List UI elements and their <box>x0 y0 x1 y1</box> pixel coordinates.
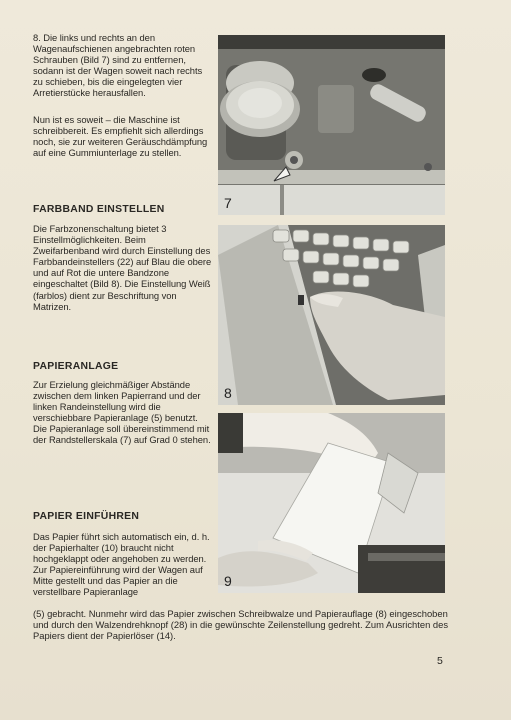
photo-figure-7 <box>218 35 445 215</box>
ribbon-selector-illustration <box>218 225 445 405</box>
paragraph-schreibbereit: Nun ist es soweit – die Maschine ist schreibbereit. Es empfiehlt sich allerdings noch, sie zur weiteren Geräuschdämpfung auf eine Gummiunterlage zu stellen. <box>33 114 208 159</box>
photo-figure-8 <box>218 225 445 405</box>
photo-figure-9 <box>218 413 445 593</box>
paragraph-farbband: Die Farbzonenschaltung bietet 3 Einstellmöglichkeiten. Beim Zweifarbenband wird durch Einstellung des Farbbandeinstellers (22) auf Blau die obere und auf Rot die untere Bandzone eingeschaltet (Bild 8). Die Einstellung Weiß (farblos) dient zur Beschriftung von Matrizen. <box>33 223 212 312</box>
figure-number-7: 7 <box>224 195 232 211</box>
heading-farbband: FARBBAND EINSTELLEN <box>33 204 165 215</box>
paragraph-arretierung: 8. Die links und rechts an den Wagenaufschienen angebrachten roten Schrauben (Bild 7) sind zu entfernen, sodann ist der Wagen soweit nach rechts zu schieben, bis die eingelegten vier Arretierstücke herausfallen. <box>33 32 203 99</box>
page-number: 5 <box>437 655 443 667</box>
heading-papieranlage: PAPIERANLAGE <box>33 361 119 372</box>
paper-insertion-illustration <box>218 413 445 593</box>
typewriter-screws-illustration <box>218 35 445 215</box>
paragraph-papier-einfuehren: Das Papier führt sich automatisch ein, d. h. der Papierhalter (10) braucht nicht hochgeklappt oder angehoben zu werden. Zur Papiereinführung wird der Wagen auf Mitte gestellt und das Papier an die verstellbare Papieranlage <box>33 531 210 598</box>
figure-number-8: 8 <box>224 385 232 401</box>
figure-number-9: 9 <box>224 573 232 589</box>
heading-papier-einfuehren: PAPIER EINFÜHREN <box>33 511 140 522</box>
paragraph-papier-einfuehren-continued: (5) gebracht. Nunmehr wird das Papier zwischen Schreibwalze und Papierauflage (8) eingeschoben und durch den Walzendrehknopf (28) in die gewünschte Zeilenstellung gedreht. Zum Ausrichten des Papiers dient der Papierlöser (14). <box>33 608 449 642</box>
paragraph-papieranlage: Zur Erzielung gleichmäßiger Abstände zwischen dem linken Papierrand und der linken Randeinstellung wird die verschiebbare Papieranlage (5) benutzt. Die Papieranlage soll übereinstimmend mit der Randstellerskala (7) auf Grad 0 stehen. <box>33 379 211 446</box>
